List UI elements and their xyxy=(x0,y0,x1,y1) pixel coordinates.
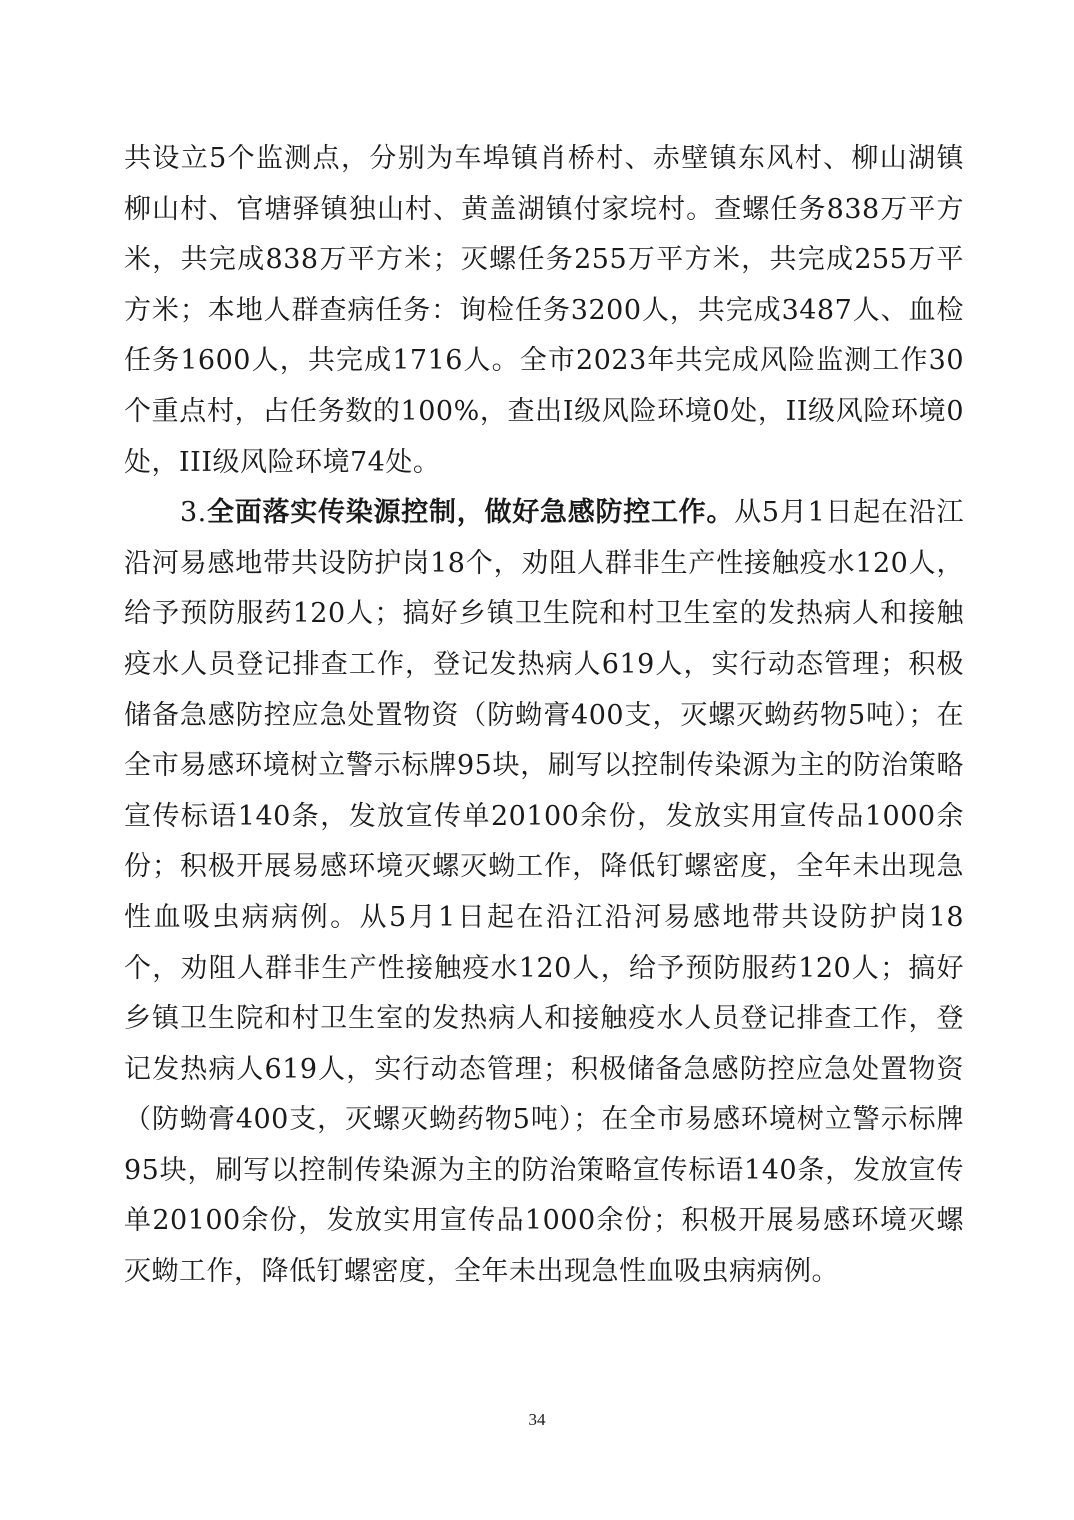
paragraph-body: 从5月1日起在沿江沿河易感地带共设防护岗18个，劝阻人群非生产性接触疫水120人，给予预防服药120人；搞好乡镇卫生院和村卫生室的发热病人和接触疫水人员登记排查工作，登记发热病人619人，实行动态管理；积极储备急感防控应急处置物资（防蚴膏400支，灭螺灭蚴药物5吨）；在全市易感环境树立警示标牌95块，刷写以控制传染源为主的防治策略宣传标语140条，发放宣传单20100余份，发放实用宣传品1000余份；积极开展易感环境灭螺灭蚴工作，降低钉螺密度，全年未出现急性血吸虫病病例。从5月1日起在沿江沿河易感地带共设防护岗18个，劝阻人群非生产性接触疫水120人，给予预防服药120人；搞好乡镇卫生院和村卫生室的发热病人和接触疫水人员登记排查工作，登记发热病人619人，实行动态管理；积极储备急感防控应急处置物资（防蚴膏400支，灭螺灭蚴药物5吨）；在全市易感环境树立警示标牌95块，刷写以控制传染源为主的防治策略宣传标语140条，发放宣传单20100余份，发放实用宣传品1000余份；积极开展易感环境灭螺灭蚴工作，降低钉螺密度，全年未出现急性血吸虫病病例。 xyxy=(124,497,965,1288)
paragraph-source-control xyxy=(124,488,964,1298)
paragraph-number: 3. xyxy=(180,497,207,529)
document-body xyxy=(124,134,964,1298)
paragraph-heading: 全面落实传染源控制，做好急感防控工作。 xyxy=(206,497,735,529)
page-number: 34 xyxy=(528,1410,546,1429)
paragraph-monitoring: 共设立5个监测点，分别为车埠镇肖桥村、赤壁镇东风村、柳山湖镇柳山村、官塘驿镇独山村、黄盖湖镇付家垸村。查螺任务838万平方米，共完成838万平方米；灭螺任务255万平方米，共完成255万平方米；本地人群查病任务：询检任务3200人，共完成3487人、血检任务1600人，共完成1716人。全市2023年共完成风险监测工作30个重点村，占任务数的100%，查出I级风险环境0处，II级风险环境0处，III级风险环境74处。 xyxy=(124,143,964,478)
